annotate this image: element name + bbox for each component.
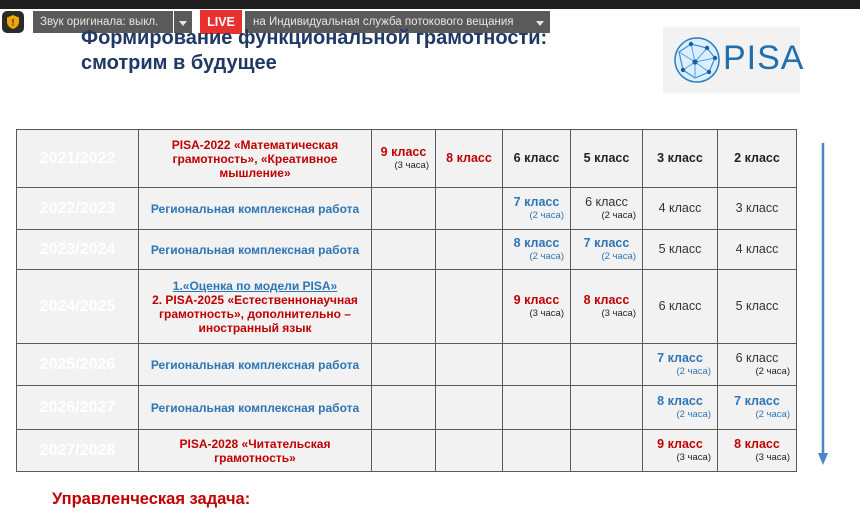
grade-label: 7 класс	[657, 351, 703, 365]
grade-label: 8 класс	[583, 293, 630, 307]
slide-title-line2: смотрим в будущее	[81, 52, 277, 74]
down-arrow-icon	[818, 143, 828, 465]
grade-cell	[643, 344, 718, 386]
management-task-heading: Управленческая задача:	[52, 490, 251, 508]
grade-cell	[718, 188, 797, 230]
grade-cell	[718, 430, 797, 472]
hours-label: (2 часа)	[755, 409, 790, 420]
grade-cell	[436, 344, 503, 386]
hours-label: (3 часа)	[601, 308, 636, 319]
table-row	[17, 230, 797, 270]
pisa-logo	[663, 27, 805, 93]
slide-title-line1: Формирование функциональной грамотности:	[81, 27, 548, 49]
grade-cell	[372, 130, 436, 188]
table-row	[17, 430, 797, 472]
grade-label: 7 класс	[583, 236, 630, 250]
grade-label: 2 класс	[734, 151, 780, 165]
description-text: Региональная комплексная работа	[150, 357, 360, 372]
hours-label: (2 часа)	[529, 251, 564, 262]
grade-cell	[436, 270, 503, 344]
slide-title	[81, 26, 547, 76]
top-bar	[0, 0, 860, 9]
grade-label: 4 класс	[658, 201, 702, 215]
year-cell: 2021/2022	[17, 130, 139, 188]
grade-label: 8 класс	[657, 394, 703, 408]
grade-cell	[372, 386, 436, 430]
grade-label: 5 класс	[735, 299, 779, 313]
grade-cell	[571, 344, 643, 386]
grade-cell	[571, 430, 643, 472]
original-audio-label: Звук оригинала: выкл.	[40, 16, 159, 28]
table-row	[17, 130, 797, 188]
description-cell	[139, 230, 372, 270]
hours-label: (3 часа)	[676, 452, 711, 463]
grade-cell	[372, 430, 436, 472]
grade-cell	[436, 188, 503, 230]
table-row	[17, 344, 797, 386]
grade-label: 9 класс	[657, 437, 703, 451]
grade-cell	[571, 230, 643, 270]
grade-cell	[643, 230, 718, 270]
hours-label: (3 часа)	[394, 160, 429, 171]
year-cell: 2024/2025	[17, 270, 139, 344]
grade-cell	[372, 188, 436, 230]
grade-label: 3 класс	[657, 151, 703, 165]
year-cell: 2022/2023	[17, 188, 139, 230]
hours-label: (3 часа)	[529, 308, 564, 319]
grade-label: 7 класс	[734, 394, 780, 408]
svg-text:!: !	[11, 17, 15, 28]
grade-cell	[718, 130, 797, 188]
grade-cell	[503, 386, 571, 430]
grade-label: 6 класс	[585, 195, 628, 209]
grade-cell	[571, 270, 643, 344]
description-text[interactable]: 1.«Оценка по модели PISA»	[172, 278, 338, 293]
hours-label: (2 часа)	[529, 210, 564, 221]
description-cell	[139, 344, 372, 386]
grade-label: 9 класс	[380, 145, 427, 159]
grade-cell	[718, 270, 797, 344]
description-text: 2. PISA-2025 «Естественнонаучная грамотность», дополнительно – иностранный язык	[152, 292, 358, 335]
description-cell	[139, 430, 372, 472]
grade-label: 4 класс	[735, 242, 779, 256]
stream-service-label: на Индивидуальная служба потокового вещания	[253, 16, 514, 28]
hours-label: (2 часа)	[601, 210, 636, 221]
table-row	[17, 270, 797, 344]
grade-cell	[643, 430, 718, 472]
grade-cell	[571, 386, 643, 430]
grade-label: 7 класс	[513, 195, 560, 209]
year-cell: 2025/2026	[17, 344, 139, 386]
pisa-logo-text: PISA	[723, 39, 805, 77]
grade-cell	[372, 344, 436, 386]
description-text: Региональная комплексная работа	[150, 400, 360, 415]
grade-cell	[718, 344, 797, 386]
grade-label: 6 класс	[658, 299, 702, 313]
description-cell	[139, 130, 372, 188]
grade-cell	[503, 130, 571, 188]
grade-label: 8 класс	[734, 437, 780, 451]
grade-cell	[503, 430, 571, 472]
live-badge[interactable]: LIVE	[200, 10, 242, 34]
grade-cell	[643, 130, 718, 188]
grade-label: 9 класс	[513, 293, 560, 307]
grade-cell	[436, 130, 503, 188]
hours-label: (2 часа)	[676, 366, 711, 377]
grade-cell	[436, 230, 503, 270]
description-cell	[139, 386, 372, 430]
year-cell: 2027/2028	[17, 430, 139, 472]
grade-label: 8 класс	[513, 236, 560, 250]
grade-cell	[436, 386, 503, 430]
grade-cell	[503, 270, 571, 344]
grade-cell	[372, 270, 436, 344]
grade-cell	[503, 230, 571, 270]
globe-icon	[669, 32, 725, 88]
table-row	[17, 386, 797, 430]
grade-cell	[436, 430, 503, 472]
description-text: PISA-2028 «Читательская грамотность»	[179, 436, 331, 465]
grade-label: 5 класс	[658, 242, 702, 256]
assessment-schedule-table	[16, 129, 797, 472]
grade-label: 8 класс	[446, 151, 492, 165]
hours-label: (2 часа)	[755, 366, 790, 377]
grade-label: 6 класс	[513, 151, 560, 165]
grade-cell	[372, 230, 436, 270]
grade-cell	[643, 188, 718, 230]
grade-cell	[718, 386, 797, 430]
hours-label: (3 часа)	[755, 452, 790, 463]
grade-cell	[503, 188, 571, 230]
description-cell	[139, 188, 372, 230]
grade-cell	[571, 130, 643, 188]
table-row	[17, 188, 797, 230]
grade-label: 6 класс	[735, 351, 779, 365]
description-text: Региональная комплексная работа	[150, 242, 360, 257]
grade-label: 3 класс	[735, 201, 779, 215]
grade-label: 5 класс	[583, 151, 630, 165]
hours-label: (2 часа)	[601, 251, 636, 262]
grade-cell	[571, 188, 643, 230]
description-cell	[139, 270, 372, 344]
description-text: Региональная комплексная работа	[150, 201, 360, 216]
year-cell: 2023/2024	[17, 230, 139, 270]
grade-cell	[718, 230, 797, 270]
year-cell: 2026/2027	[17, 386, 139, 430]
hours-label: (2 часа)	[676, 409, 711, 420]
description-text: PISA-2022 «Математическая грамотность», «Креативное мышление»	[171, 137, 339, 180]
grade-cell	[503, 344, 571, 386]
shield-icon[interactable]	[2, 11, 24, 33]
grade-cell	[643, 386, 718, 430]
grade-cell	[643, 270, 718, 344]
